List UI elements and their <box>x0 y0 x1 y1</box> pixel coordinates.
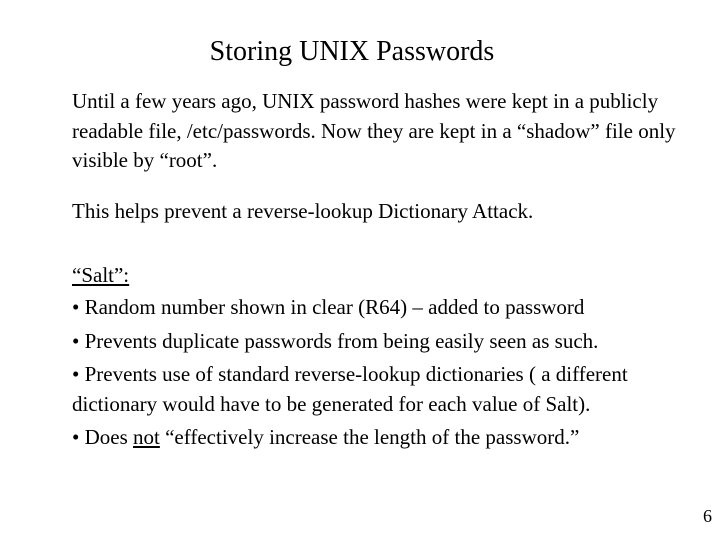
bullet-suffix: “effectively increase the length of the password.” <box>159 425 580 449</box>
bullet-does-not-increase-length <box>72 423 697 453</box>
bullet-standard-dictionaries: • Prevents use of standard reverse-lookup dictionaries ( a different dictionary would have to be generated for each value of Salt). <box>72 362 628 416</box>
slide-title-text: Storing UNIX Passwords <box>209 36 495 67</box>
paragraph-shadow-file: Until a few years ago, UNIX password hashes were kept in a publicly readable file, /etc/passwords. Now they are kept in a “shadow” file only visible by “root”. <box>72 89 676 172</box>
salt-heading: “Salt”: <box>72 263 130 287</box>
bullet-emphasis-not: not <box>133 425 160 449</box>
slide-title <box>0 34 720 70</box>
salt-bullet-list <box>72 293 697 457</box>
bullet-prefix: • Does <box>72 425 134 449</box>
bullet-random-number: • Random number shown in clear (R64) – added to password <box>72 295 585 319</box>
paragraph-dictionary-attack: This helps prevent a reverse-lookup Dictionary Attack. <box>72 199 534 223</box>
bullet-duplicate-passwords: • Prevents duplicate passwords from being easily seen as such. <box>72 328 599 353</box>
page-number: 6 <box>703 506 712 526</box>
